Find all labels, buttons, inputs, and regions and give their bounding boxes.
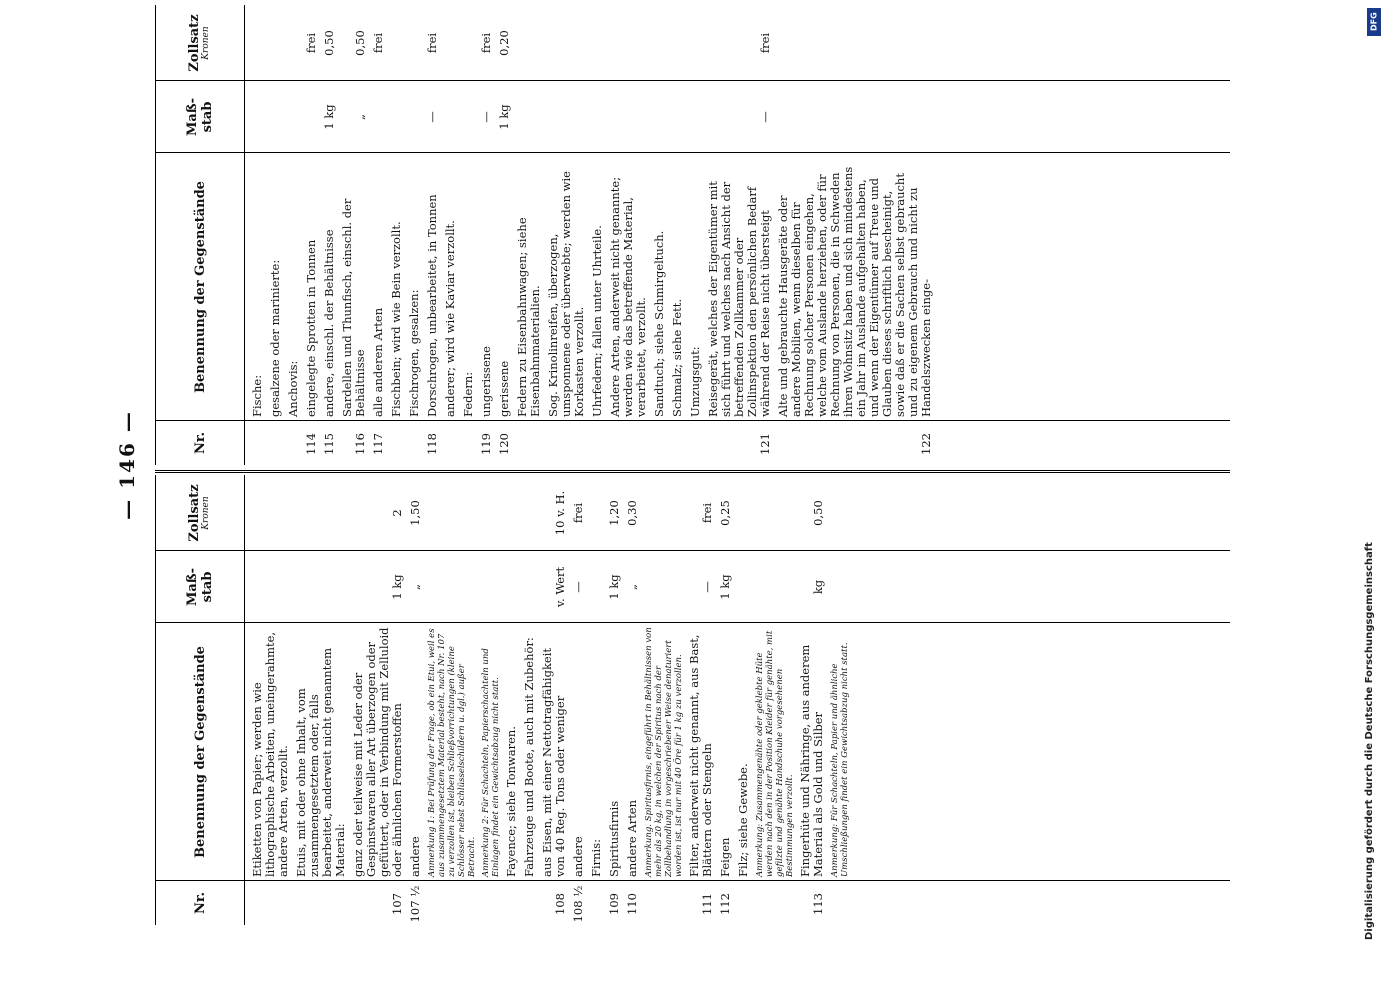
- row-description: gerissene: [497, 360, 511, 417]
- row-description: Andere Arten, anderweit nicht genannte; werden wie das betreffende Material, verarbeitet, verzollt.: [608, 176, 648, 417]
- header-massstab-right: Maß- stab: [156, 80, 244, 153]
- row-zollsatz: frei: [425, 32, 439, 54]
- row-number: 112: [718, 893, 732, 915]
- dfg-logo: DFG: [1367, 8, 1381, 36]
- row-description: Umzugsgut:: [688, 346, 702, 417]
- row-massstab: „: [353, 114, 367, 120]
- header-benennung: Benennung der Gegenstände: [156, 622, 244, 881]
- row-massstab: —: [700, 581, 714, 593]
- row-description: Anchovis:: [286, 360, 300, 417]
- header-nr-right: Nr.: [156, 420, 244, 465]
- row-number: 110: [625, 893, 639, 915]
- row-zollsatz: 0,25: [718, 500, 732, 526]
- row-description: Federn zu Eisenbahnwagen; siehe Eisenbahnmaterialien.: [515, 217, 542, 417]
- page-number: — 146 —: [115, 410, 139, 520]
- row-zollsatz: 10 v. H.: [553, 490, 567, 536]
- row-number: 121: [758, 433, 772, 455]
- row-zollsatz: 0,20: [497, 30, 511, 56]
- row-massstab: 1 kg: [390, 574, 404, 600]
- row-description: andere: [408, 836, 422, 877]
- row-description: andere: [571, 836, 585, 877]
- left-rows: [245, 475, 1230, 925]
- row-number: 113: [811, 893, 825, 915]
- header-benennung-right: Benennung der Gegenstände: [156, 152, 244, 421]
- row-note: Anmerkung. Spiritusfirnis, eingeführt in Behältnissen von mehr als 20 kg, in welchen der Spiritus nach der Zollbehandlung in vorgeschriebener Weise denaturiert worden ist, ist nur mit 40 Öre für 1 kg zu verzollen.: [644, 627, 684, 877]
- row-description: Sardellen und Thunfisch, einschl. der Behältnisse: [340, 198, 367, 417]
- row-zollsatz: 0,50: [322, 30, 336, 56]
- row-description: Federn:: [461, 371, 475, 417]
- row-description: Etiketten von Papier; werden wie lithographische Arbeiten, uneingerahmte, andere Arten, verzollt.: [250, 631, 290, 877]
- row-number: 114: [304, 433, 318, 455]
- row-massstab: „: [625, 584, 639, 590]
- row-description: Sog. Krinolinreifen, überzogen, umsponnene oder überwebte; werden wie Korkasten verzollt.: [546, 171, 586, 417]
- row-massstab: 1 kg: [497, 104, 511, 130]
- row-description: Fayence; siehe Tonwaren.: [504, 726, 518, 877]
- row-massstab: 1 kg: [718, 574, 732, 600]
- row-massstab: kg: [811, 579, 825, 595]
- row-zollsatz: 0,30: [625, 500, 639, 526]
- row-massstab: 1 kg: [322, 104, 336, 130]
- row-note: Anmerkung: Zusammengenähte oder geklebte Hüte werden nach den in der Position Kleider für genähte, mit gefilzte und genähte Handschuhe vorgesehenen Bestimmungen verzollt.: [755, 630, 795, 877]
- row-description: Sandtuch; siehe Schmirgeltuch.: [652, 230, 666, 417]
- row-description: Feigen: [718, 837, 732, 877]
- row-description: andere Arten: [625, 799, 639, 877]
- row-description: gesalzene oder marinierte:: [268, 259, 282, 417]
- row-note: Anmerkung 1: Bei Prüfung der Frage, ob ein Etui, weil es aus zusammengesetztem Material besteht, nach Nr. 107 zu verzollen ist, bleiben Schließvorrichtungen (kleine Schlösser nebst Schlüsselschildern u. dgl.) außer Betracht.: [427, 628, 477, 877]
- row-description: Filz; siehe Gewebe.: [736, 763, 750, 877]
- row-description: Spiritusfirnis: [607, 800, 621, 877]
- right-rows: [245, 5, 1230, 465]
- row-zollsatz: 1,50: [408, 500, 422, 526]
- row-zollsatz: frei: [304, 32, 318, 54]
- rotated-content: [115, 5, 1230, 925]
- row-number: 119: [479, 433, 493, 455]
- header-massstab: Maß- stab: [156, 550, 244, 623]
- row-number: 120: [497, 433, 511, 455]
- row-massstab: v. Wert: [553, 566, 567, 608]
- row-description: Fahrzeuge und Boote, auch mit Zubehör:: [522, 637, 536, 877]
- row-description: aus Eisen, mit einer Nettotragfähigkeit von 40 Reg. Tons oder weniger: [540, 647, 567, 877]
- row-massstab: —: [479, 111, 493, 123]
- row-description: Fischbein; wird wie Bein verzollt.: [389, 221, 403, 417]
- row-description: Alte und gebrauchte Hausgeräte oder andere Mobilien, wenn dieselben für Rechnung solcher Personen eingehen, welche vom Auslande herziehen, oder für Rechnung von Personen, die in Schweden ihren Wohnsitz haben und sich mindestens ein Jahr im Auslande aufgehalten haben, und wenn der Eigentümer auf Treue und Glauben dieses schriftlich bescheinigt, sowie daß er die Sachen selbst gebraucht und zu eigenem Gebrauch und nicht zu Handelszwecken einge-: [776, 166, 933, 417]
- row-description: Fische:: [250, 374, 264, 417]
- row-massstab: —: [425, 111, 439, 123]
- center-divider: [155, 467, 1230, 473]
- row-description: Fingerhüte und Nähringe, aus anderem Material als Gold und Silber: [798, 644, 825, 877]
- row-number: 118: [425, 433, 439, 455]
- right-table-header: [155, 5, 245, 465]
- row-note: Anmerkung 2: Für Schachteln, Papierschachteln und Einlagen findet ein Gewichtsabzug nicht statt.: [481, 648, 501, 877]
- row-number: 107 ½: [408, 885, 422, 923]
- row-description: Reisegerät, welches der Eigentümer mit sich führt und welches nach Ansicht der betreffenden Zollkammer oder Zollinspektion den persönlichen Bedarf während der Reise nicht übersteigt: [706, 181, 772, 417]
- row-number: 115: [322, 433, 336, 455]
- row-description: eingelegte Sprotten in Tonnen: [304, 239, 318, 417]
- row-description: Schmalz; siehe Fett.: [670, 298, 684, 417]
- row-description: ungerissene: [479, 346, 493, 417]
- row-number: 108: [553, 893, 567, 915]
- row-zollsatz: 0,50: [353, 30, 367, 56]
- row-description: Firnis:: [589, 838, 603, 877]
- header-nr: Nr.: [156, 880, 244, 925]
- row-description: Fischrogen, gesalzen:: [407, 289, 421, 417]
- row-massstab: —: [758, 111, 772, 123]
- row-massstab: 1 kg: [607, 574, 621, 600]
- digitization-credit: Digitalisierung gefördert durch die Deutsche Forschungsgemeinschaft: [1364, 542, 1375, 940]
- row-zollsatz: frei: [479, 32, 493, 54]
- row-zollsatz: frei: [571, 502, 585, 524]
- row-description: anderer; wird wie Kaviar verzollt.: [443, 220, 457, 417]
- left-table: [155, 475, 1230, 925]
- row-zollsatz: frei: [758, 32, 772, 54]
- row-massstab: „: [408, 584, 422, 590]
- row-zollsatz: frei: [700, 502, 714, 524]
- row-description: Uhrfedern; fallen unter Uhrteile.: [590, 225, 604, 417]
- row-description: Etuis, mit oder ohne Inhalt, vom zusammengesetztem oder, falls bearbeitet, anderweit nicht genanntem Material:: [294, 647, 347, 877]
- left-table-header: [155, 475, 245, 925]
- header-zollsatz: Zollsatz Kronen: [186, 484, 212, 542]
- row-number: 117: [371, 433, 385, 455]
- right-table: [155, 5, 1230, 465]
- row-massstab: —: [571, 581, 585, 593]
- row-note: Anmerkung: Für Schachteln, Papier und ähnliche Umschließungen findet ein Gewichtsabzug nicht statt.: [830, 642, 850, 877]
- row-zollsatz: 2: [390, 509, 404, 517]
- row-number: 116: [353, 433, 367, 455]
- row-description: alle anderen Arten: [371, 307, 385, 417]
- row-zollsatz: frei: [371, 32, 385, 54]
- row-number: 108 ½: [571, 885, 585, 923]
- row-description: ganz oder teilweise mit Leder oder Gespinstwaren aller Art überzogen oder gefüttert, oder in Verbindung mit Zelluloid oder ähnlichen Formerstoffen: [351, 627, 404, 877]
- row-number: 107: [390, 893, 404, 915]
- header-zollsatz-right: Zollsatz Kronen: [186, 14, 212, 72]
- row-number: 122: [919, 433, 933, 455]
- row-description: andere, einschl. der Behältnisse: [322, 229, 336, 417]
- row-number: 111: [700, 893, 714, 915]
- row-zollsatz: 1,20: [607, 500, 621, 526]
- row-number: 109: [607, 893, 621, 915]
- row-zollsatz: 0,50: [811, 500, 825, 526]
- row-description: Dorschrogen, unbearbeitet, in Tonnen: [425, 194, 439, 417]
- row-description: Filter, anderweit nicht genannt, aus Bast, Blättern oder Stengeln: [687, 634, 714, 877]
